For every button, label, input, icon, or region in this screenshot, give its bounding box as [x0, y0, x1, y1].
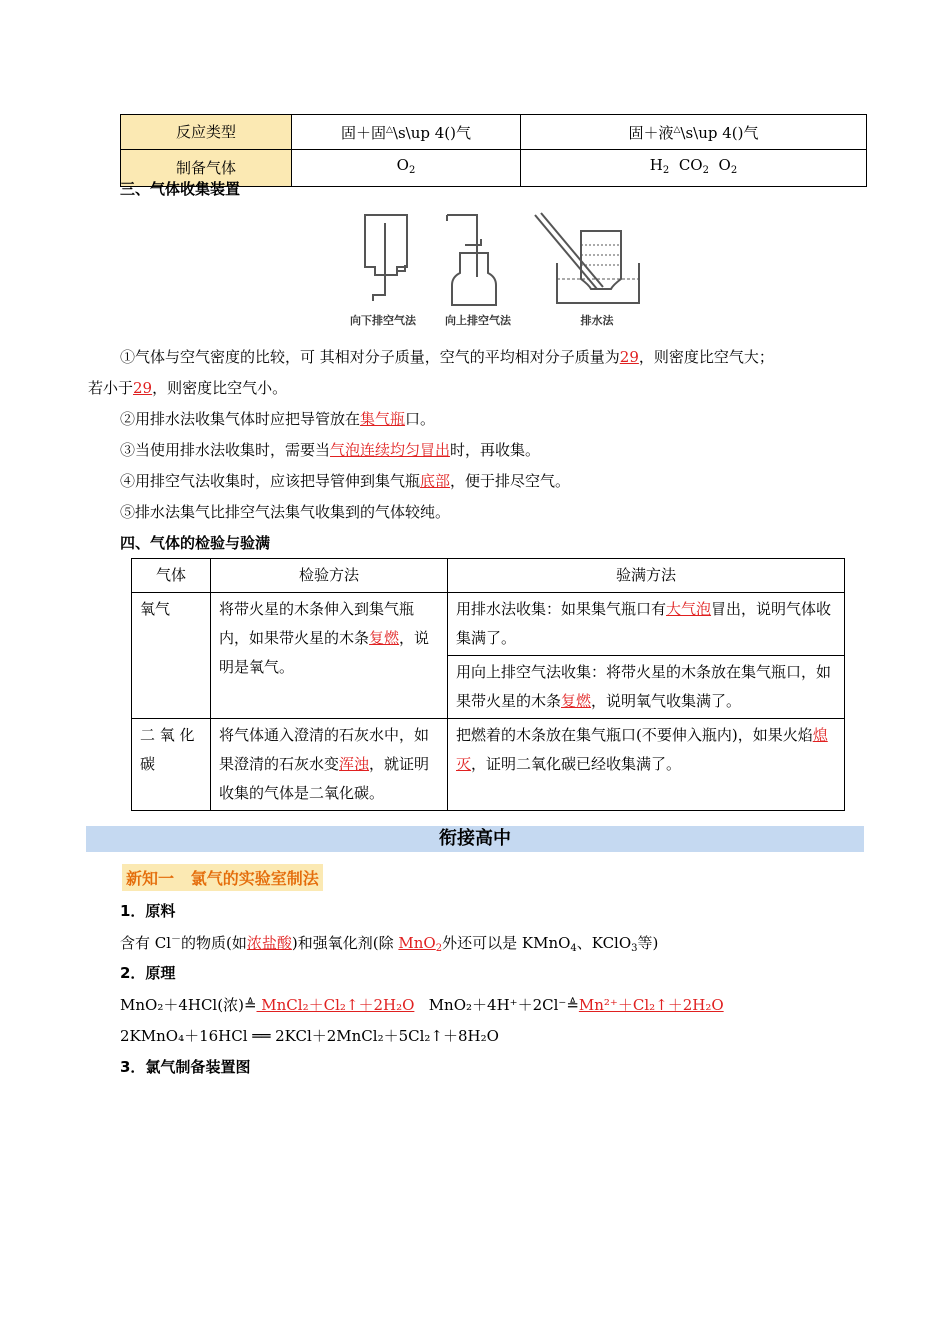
- gas-prepared-label: 制备气体: [121, 150, 292, 187]
- caption-water: 排水法: [580, 314, 614, 327]
- gas-test-table: [131, 558, 845, 811]
- co2-test-cell: 将气体通入澄清的石灰水中，如果澄清的石灰水变浑浊，就证明收集的气体是二氧化碳。: [211, 719, 448, 811]
- gas-collection-figure: [335, 205, 645, 333]
- upward-air-apparatus: [447, 215, 496, 305]
- section3-heading: 三、气体收集装置: [120, 180, 241, 198]
- air-tube-paragraph: ④用排空气法收集时，应该把导管伸到集气瓶底部，便于排尽空气。: [120, 472, 571, 490]
- reaction-type-table: [120, 114, 867, 187]
- header-test: 检验方法: [211, 559, 448, 593]
- principle-heading: 2．原理: [120, 964, 176, 982]
- caption-upward: 向上排空气法: [445, 314, 511, 327]
- caption-downward: 向下排空气法: [350, 314, 416, 327]
- raw-materials-text: 含有 Cl－的物质(如浓盐酸)和强氧化剂(除 MnO$_2$外还可以是 KMnO$_4$、KClO$_3$等): [120, 934, 659, 954]
- gas-list-cell: $H_2$ $CO_2$ $O_2$: [521, 150, 867, 187]
- bubbles-paragraph: ③当使用排水法收集时，需要当气泡连续均匀冒出时，再收集。: [120, 441, 541, 459]
- water-tube-paragraph: ②用排水法收集气体时应把导管放在集气瓶口。: [120, 410, 436, 428]
- water-displacement-apparatus: [535, 213, 639, 303]
- device-heading: 3．氯气制备装置图: [120, 1058, 251, 1076]
- reaction-type-label: 反应类型: [121, 115, 292, 150]
- co2-gas-cell: 二 氧 化 碳: [132, 719, 211, 811]
- o2-full-water-cell: 用排水法收集：如果集气瓶口有大气泡冒出，说明气体收集满了。: [448, 593, 845, 656]
- bridge-banner: 衔接高中: [86, 826, 864, 852]
- reaction-equation-2: 2KMnO₄＋16HCl ══ 2KCl＋2MnCl₂＋5Cl₂↑＋8H₂O: [120, 1027, 499, 1045]
- purity-paragraph: ⑤排水法集气比排空气法集气收集到的气体较纯。: [120, 503, 451, 521]
- header-full: 验满方法: [448, 559, 845, 593]
- o2-gas-cell: 氧气: [132, 593, 211, 719]
- reaction-equation-1: MnO₂＋4HCl(浓)≜ MnCl₂＋Cl₂↑＋2H₂O MnO₂＋4H⁺＋2Cl⁻≜Mn²⁺＋Cl₂↑＋2H₂O: [120, 996, 724, 1014]
- new-knowledge-title: 新知一 氯气的实验室制法: [122, 864, 323, 891]
- co2-full-cell: 把燃着的木条放在集气瓶口(不要伸入瓶内)，如果火焰熄灭，证明二氧化碳已经收集满了。: [448, 719, 845, 811]
- downward-air-apparatus: [365, 215, 407, 301]
- solid-solid-cell: 固＋固△\s\up 4()气: [292, 115, 521, 150]
- density-paragraph: ①气体与空气密度的比较，可 其相对分子质量，空气的平均相对分子质量为29，则密度比空气大；: [120, 348, 774, 366]
- o2-full-air-cell: 用向上排空气法收集：将带火星的木条放在集气瓶口，如果带火星的木条复燃，说明氧气收集满了。: [448, 656, 845, 719]
- o2-test-cell: 将带火星的木条伸入到集气瓶内，如果带火星的木条复燃，说明是氧气。: [211, 593, 448, 719]
- header-gas: 气体: [132, 559, 211, 593]
- gas-o2-cell: $O_2$: [292, 150, 521, 187]
- section4-heading: 四、气体的检验与验满: [120, 534, 271, 552]
- raw-materials-heading: 1．原料: [120, 902, 176, 920]
- solid-liquid-cell: 固＋液△\s\up 4()气: [521, 115, 867, 150]
- density-paragraph-cont: 若小于29，则密度比空气小。: [88, 379, 288, 397]
